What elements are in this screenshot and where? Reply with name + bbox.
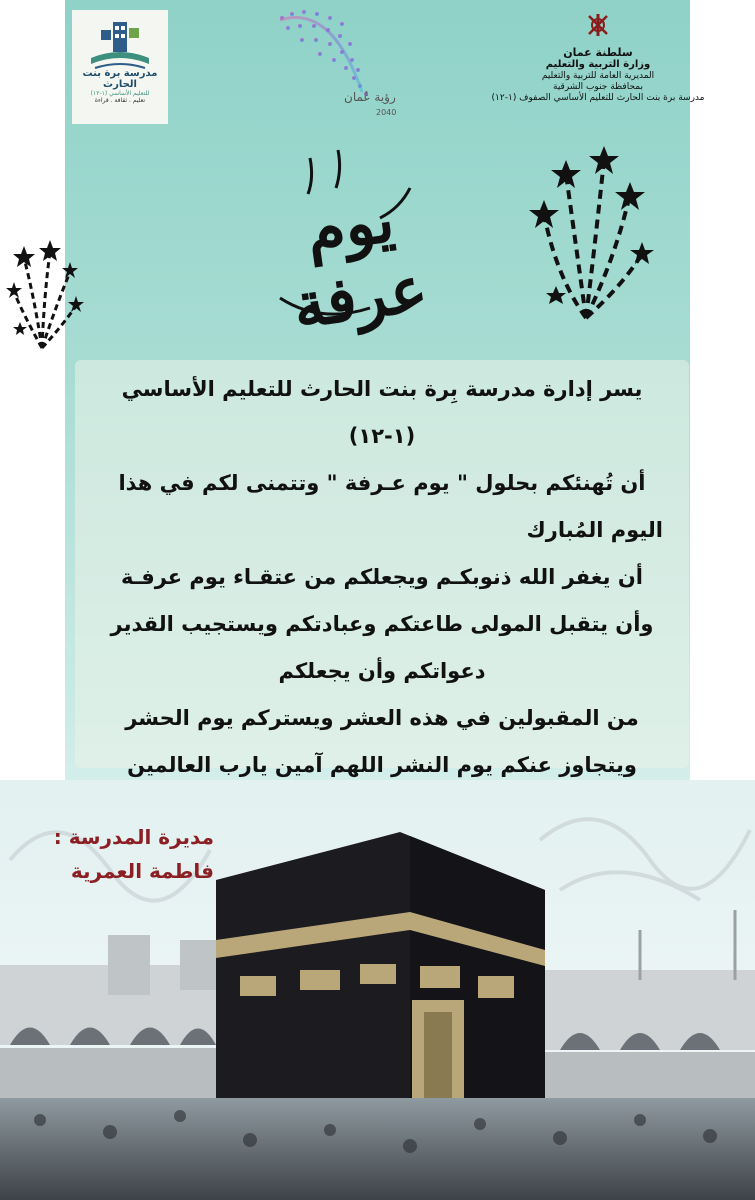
vision-logo <box>262 4 432 124</box>
school-logo-tagline: تعليم . ثقافة . قراءة <box>94 97 146 104</box>
school-emblem-icon <box>85 18 155 74</box>
school-logo-sub: للتعليم الأساسي (١-١٢) <box>90 90 150 97</box>
oman-emblem-icon <box>583 10 613 40</box>
message-line: (١-١٢) <box>348 424 416 448</box>
ministry-line-ministry: وزارة التربية والتعليم <box>545 59 651 70</box>
ministry-line-directorate: المديرية العامة للتربية والتعليم <box>541 71 655 81</box>
message-line: أن تُهنئكم بحلول " يوم عـرفة " وتتمنى لكم في هذا <box>118 471 646 495</box>
school-logo-name: مدرسة برة بنت الحارث <box>82 68 158 90</box>
message-line: أن يغفر الله ذنوبكـم ويجعلكم من عتقـاء يوم عرفـة <box>121 565 643 589</box>
vision-swirl-icon <box>262 4 432 104</box>
title-calligraphy <box>250 148 460 343</box>
greeting-message <box>75 360 689 777</box>
message-line: يسر إدارة مدرسة بِرة بنت الحارث للتعليم الأساسي <box>121 377 643 401</box>
vision-year: 2040 <box>376 108 397 117</box>
vision-text: رؤية عُمان <box>344 90 396 104</box>
ministry-line-country: سلطنة عمان <box>563 46 633 59</box>
ministry-line-governorate: بمحافظة جنوب الشرقية <box>553 82 643 92</box>
principal-signature <box>34 820 214 888</box>
ministry-header <box>463 10 733 104</box>
message-line: من المقبولين في هذه العشر ويستركم يوم الحشر <box>125 706 639 730</box>
fireworks-right-icon <box>526 146 656 326</box>
principal-role: مديرة المدرسة : <box>53 825 214 849</box>
school-logo <box>72 10 168 124</box>
message-line: دعواتكم وأن يجعلكم <box>278 659 486 683</box>
page-title: يوم عرفة <box>288 182 432 343</box>
fireworks-left-icon <box>4 236 84 356</box>
principal-name: فاطمة العمرية <box>70 859 214 883</box>
ministry-line-school: مدرسة برة بنت الحارث للتعليم الأساسي الصفوف (١-١٢) <box>491 93 705 103</box>
message-line: اليوم المُبارك <box>526 518 663 542</box>
message-line: وأن يتقبل المولى طاعتكم وعبادتكم ويستجيب القدير <box>110 612 654 636</box>
message-line: ويتجاوز عنكم يوم النشر اللهم آمين يارب العالمين <box>127 753 637 777</box>
